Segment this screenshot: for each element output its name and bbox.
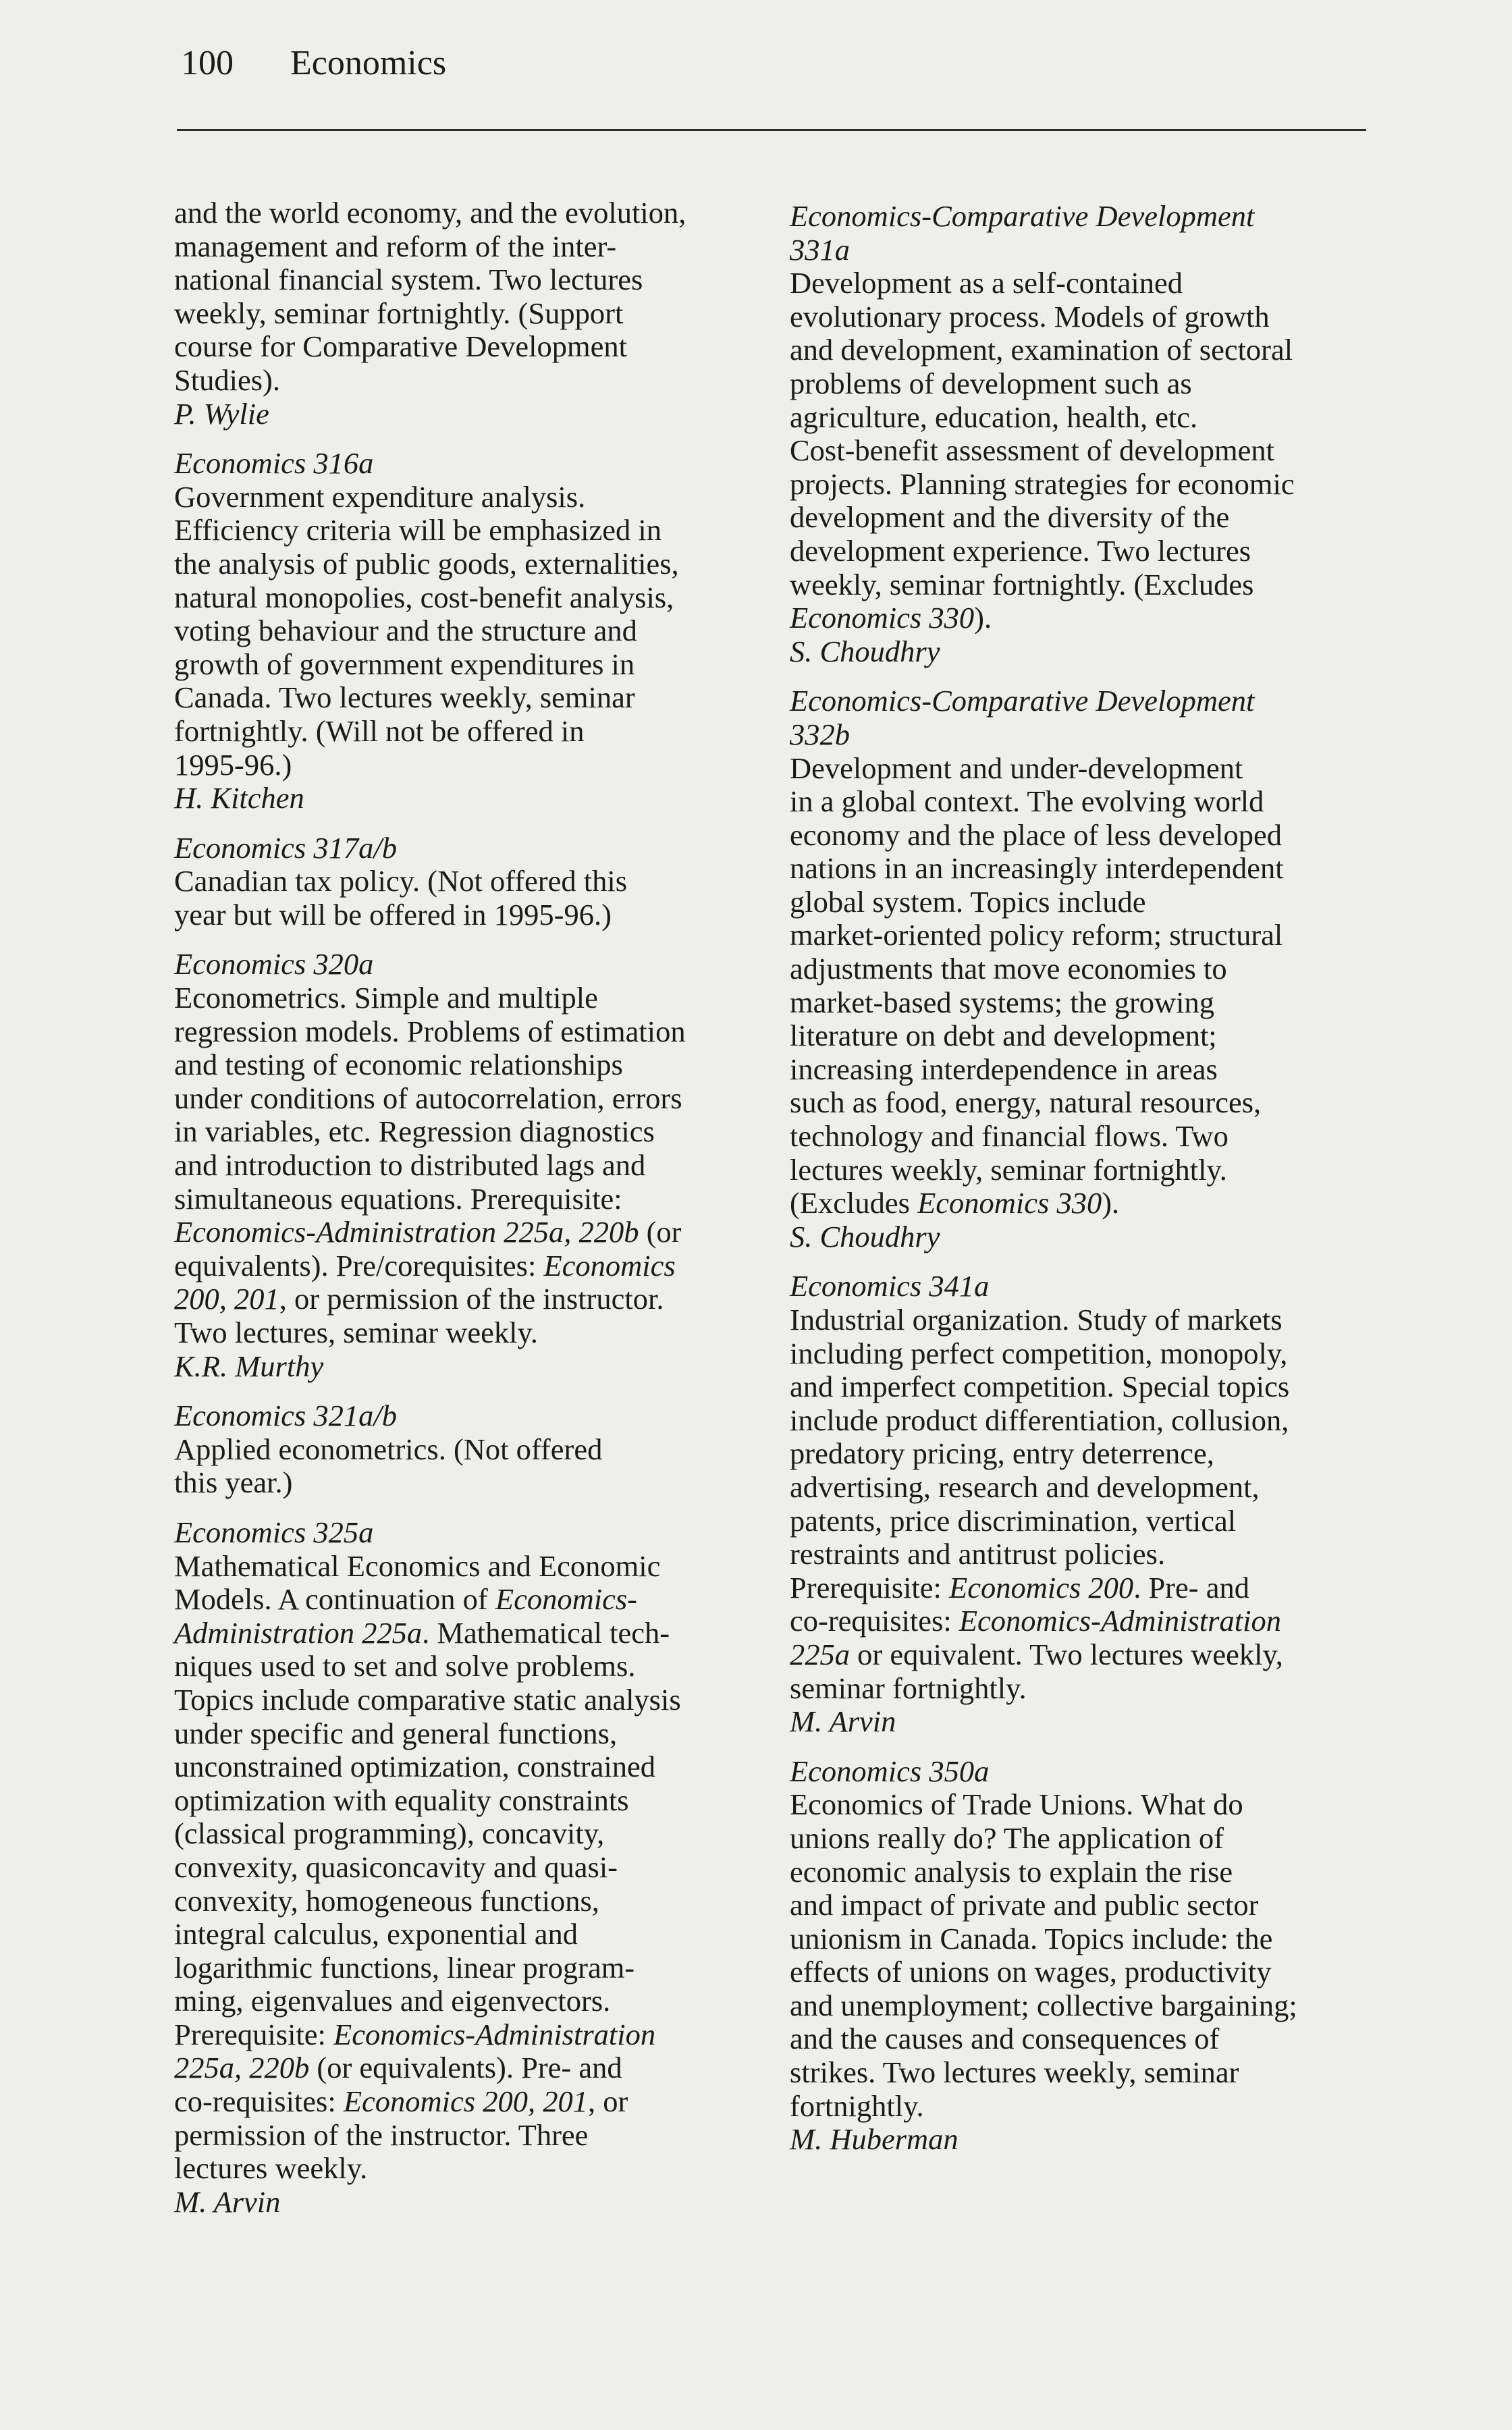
header-rule [177,129,1366,131]
course-text-line: market-based systems; the growing [790,985,1215,1019]
course-text-line: optimization with equality constraints [174,1783,629,1817]
course-text-line [174,2085,686,2119]
course-text-line: Mathematical Economics and Economic [174,1548,661,1583]
course-text-fragment: (or equivalents). Pre- and [309,2051,622,2085]
course-text-line: and introduction to distributed lags and [174,1148,646,1183]
course-text-line [790,1638,1297,1672]
course-code: Economics 325a [174,1515,374,1549]
course-entry-316a [174,447,686,815]
course-text-line: development experience. Two lectures [790,533,1251,568]
course-text-line: unconstrained optimization, constrained [174,1750,656,1784]
course-text-line: course for Comparative Development [174,329,627,364]
course-text-line: Development as a self-contained [790,266,1183,300]
course-text-line: global system. Topics include [790,884,1146,919]
course-instructor: S. Choudhry [790,1219,940,1253]
course-entry-341a [790,1270,1297,1738]
course-entry-continued [174,196,686,431]
page-number: 100 [181,44,234,82]
course-text-line: this year.) [174,1465,293,1500]
course-instructor: S. Choudhry [790,634,940,668]
course-text-line: in variables, etc. Regression diagnostics [174,1114,655,1149]
course-text-fragment: (or [639,1215,682,1249]
course-text-line: weekly, seminar fortnightly. (Support [174,296,624,330]
course-text-fragment: Prerequisite: [790,1570,950,1604]
course-text-line: fortnightly. [790,2088,924,2123]
course-text-line: development and the diversity of the [790,500,1230,535]
course-text-line: evolutionary process. Models of growth [790,299,1270,333]
course-text-line: fortnightly. (Will not be offered in [174,713,585,748]
course-text-fragment: . Mathematical tech- [422,1615,670,1650]
course-text-fragment: ). [974,601,992,635]
course-text-line: adjustments that move economies to [790,952,1227,986]
course-text-line: year but will be offered in 1995-96.) [174,897,612,932]
course-code: Economics-Comparative Development [790,199,1255,233]
course-text-line: national financial system. Two lectures [174,263,643,297]
course-reference: 200, 201 [174,1282,279,1316]
course-text-line: Applied econometrics. (Not offered [174,1432,603,1466]
right-column [790,200,1297,2157]
course-text-line: market-oriented policy reform; structural [790,918,1283,952]
course-text-line: including perfect competition, monopoly, [790,1336,1288,1370]
course-reference: Economics 200 [949,1570,1134,1604]
course-entry-321ab [174,1399,686,1500]
course-code: 331a [790,232,850,267]
course-text-line: and unemployment; collective bargaining; [790,1988,1297,2022]
course-text-line: ming, eigenvalues and eigenvectors. [174,1984,611,2018]
course-text-line: include product differentiation, collusion, [790,1403,1289,1437]
course-text-line: and development, examination of sectoral [790,333,1293,367]
course-text-line: lectures weekly. [174,2151,368,2186]
course-text-line: voting behaviour and the structure and [174,614,637,648]
course-text-line: problems of development such as [790,366,1192,400]
course-text-fragment: , or permission of the instructor. [279,1282,664,1316]
course-entry-320a [174,948,686,1383]
course-entry-331a [790,200,1297,668]
course-code: Economics 316a [174,446,374,481]
course-text-line: 1995-96.) [174,747,292,782]
course-text-line: logarithmic functions, linear program- [174,1950,635,1985]
course-code: Economics 321a/b [174,1399,397,1433]
course-text-line: regression models. Problems of estimation [174,1014,686,1048]
course-text-line: projects. Planning strategies for economic [790,466,1295,501]
course-text-line: advertising, research and development, [790,1469,1260,1504]
course-instructor: K.R. Murthy [174,1349,324,1383]
course-text-line [790,601,1297,635]
course-text-line: Government expenditure analysis. [174,479,586,514]
course-text-line: technology and financial flows. Two [790,1119,1228,1154]
course-text-line: integral calculus, exponential and [174,1917,578,1951]
course-text-line: patents, price discrimination, vertical [790,1503,1237,1538]
course-text-line: unions really do? The application of [790,1820,1224,1855]
course-text-line: and the world economy, and the evolution, [174,196,686,230]
course-text-line [174,2051,686,2085]
course-text-line: such as food, energy, natural resources, [790,1085,1262,1120]
course-code: Economics 341a [790,1269,990,1303]
course-text-line: Canada. Two lectures weekly, seminar [174,680,635,715]
course-text-line [174,1282,686,1316]
course-code: Economics 317a/b [174,830,397,865]
course-text-line: nations in an increasingly interdependent [790,851,1284,886]
course-reference: Economics-Administration 225a, 220b [174,1215,639,1249]
course-reference: Economics- [495,1582,637,1617]
course-text-line: increasing interdependence in areas [790,1052,1218,1086]
course-text-line: weekly, seminar fortnightly. (Excludes [790,567,1254,601]
course-instructor: M. Arvin [174,2184,281,2219]
course-reference: Economics-Administration [333,2017,656,2051]
section-title: Economics [290,44,447,82]
course-text-line: the analysis of public goods, externalities, [174,546,679,580]
course-reference: Economics [543,1248,676,1282]
course-text-line: and testing of economic relationships [174,1048,623,1082]
course-text-line: Topics include comparative static analysis [174,1682,681,1717]
course-text-line: convexity, quasiconcavity and quasi- [174,1850,618,1884]
course-text-line [790,1571,1297,1605]
course-entry-325a [174,1516,686,2219]
course-text-line: restraints and antitrust policies. [790,1537,1166,1571]
course-code: 332b [790,717,850,751]
course-text-fragment: co-requisites: [174,2084,344,2119]
course-text-line [174,1216,686,1249]
course-text-line: unionism in Canada. Topics include: the [790,1921,1273,1955]
course-text-fragment: (Excludes [790,1186,918,1220]
course-text-line: economy and the place of less developed [790,817,1282,852]
course-text-line [790,1604,1297,1638]
course-text-line: simultaneous equations. Prerequisite: [174,1181,622,1216]
course-text-line [174,1617,686,1650]
course-text-line: Canadian tax policy. (Not offered this [174,864,628,898]
course-text-line: effects of unions on wages, productivity [790,1955,1272,1989]
course-text-line: under conditions of autocorrelation, errors [174,1081,682,1115]
course-text-line: predatory pricing, entry deterrence, [790,1436,1214,1471]
course-text-line: Cost-benefit assessment of development [790,433,1275,468]
course-text-line: seminar fortnightly. [790,1671,1027,1705]
course-text-line: natural monopolies, cost-benefit analysis, [174,580,674,614]
course-code: Economics 320a [174,947,374,981]
course-text-line: Economics of Trade Unions. What do [790,1787,1243,1822]
course-text-fragment: . Pre- and [1133,1570,1249,1604]
course-text-line: management and reform of the inter- [174,229,617,263]
course-text-line: literature on debt and development; [790,1019,1217,1053]
course-text-line: Studies). [174,362,280,397]
course-entry-332b [790,684,1297,1253]
running-header [181,42,446,85]
course-reference: Economics-Administration [959,1604,1281,1638]
course-reference: Economics 330 [917,1186,1102,1220]
course-instructor: H. Kitchen [174,781,304,815]
course-text-line: niques used to set and solve problems. [174,1649,636,1683]
course-text-fragment: ). [1102,1186,1120,1220]
course-text-line: Econometrics. Simple and multiple [174,981,598,1015]
course-instructor: P. Wylie [174,396,269,431]
course-text-fragment: , or [588,2084,628,2119]
course-text-line [174,2018,686,2052]
course-reference: 225a [790,1637,850,1671]
course-text-line: lectures weekly, seminar fortnightly. [790,1152,1227,1187]
course-code: Economics 350a [790,1754,990,1788]
course-text-line: under specific and general functions, [174,1716,618,1750]
course-text-fragment: Models. A continuation of [174,1582,495,1617]
course-reference: Economics 330 [790,601,975,635]
course-text-line: convexity, homogeneous functions, [174,1883,599,1918]
course-text-line: in a global context. The evolving world [790,784,1264,819]
course-text-fragment: Prerequisite: [174,2017,334,2051]
course-text-line: growth of government expenditures in [174,647,635,681]
course-text-fragment: co-requisites: [790,1604,959,1638]
course-entry-350a [790,1755,1297,2157]
course-text-line: Efficiency criteria will be emphasized in [174,513,662,547]
course-text-line: agriculture, education, health, etc. [790,400,1198,434]
left-column [174,196,686,2219]
course-instructor: M. Arvin [790,1704,896,1739]
course-entry-317ab [174,832,686,932]
course-reference: Administration 225a [174,1615,423,1650]
course-text-line: and impact of private and public sector [790,1888,1259,1922]
course-text-line: Development and under-development [790,751,1243,785]
course-text-fragment: equivalents). Pre/corequisites: [174,1248,544,1282]
course-text-line: economic analysis to explain the rise [790,1854,1233,1889]
course-text-fragment: or equivalent. Two lectures weekly, [850,1637,1283,1671]
course-text-line: and imperfect competition. Special topics [790,1370,1290,1404]
course-text-line: Industrial organization. Study of markets [790,1303,1282,1336]
course-text-line: (classical programming), concavity, [174,1816,605,1851]
course-text-line [174,1249,686,1283]
course-text-line: Two lectures, seminar weekly. [174,1316,538,1349]
course-text-line [790,1187,1297,1220]
course-reference: 225a, 220b [174,2051,310,2085]
course-text-line [174,1583,686,1617]
course-text-line: and the causes and consequences of [790,2022,1220,2056]
course-code: Economics-Comparative Development [790,684,1255,718]
course-text-line: strikes. Two lectures weekly, seminar [790,2055,1239,2090]
course-text-line: permission of the instructor. Three [174,2117,589,2152]
course-instructor: M. Huberman [790,2122,959,2157]
course-reference: Economics 200, 201 [343,2084,588,2119]
